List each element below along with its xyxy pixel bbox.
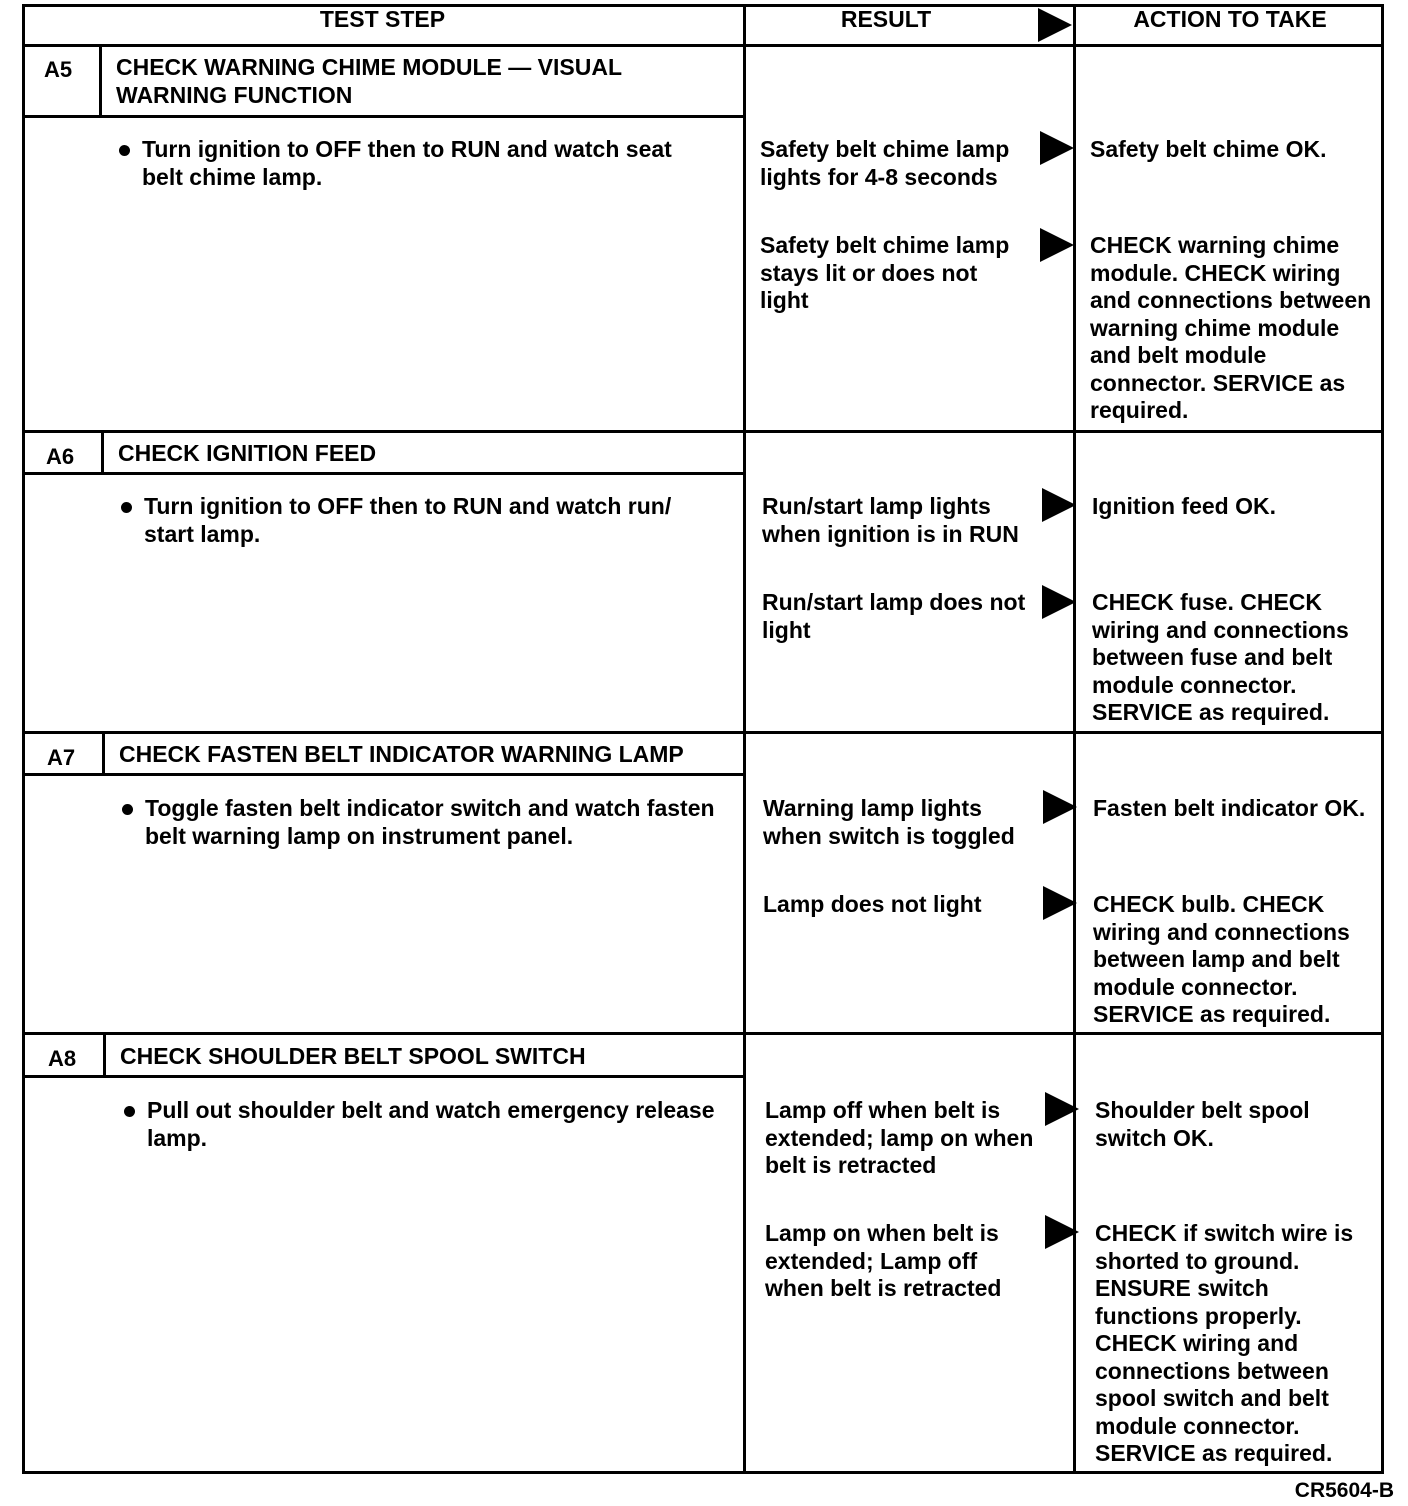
action-text: CHECK warning chime module. CHECK wiring and connections between warning chime module and belt module connector. SERVICE as required. bbox=[1090, 232, 1372, 423]
right-arrow-icon bbox=[1045, 1092, 1079, 1126]
step-instruction: Turn ignition to OFF then to RUN and watch run/ start lamp. bbox=[144, 493, 672, 547]
result-text: Warning lamp lights when switch is toggled bbox=[763, 795, 1015, 849]
header-action: ACTION TO TAKE bbox=[1133, 6, 1327, 32]
column-divider bbox=[1073, 4, 1076, 1474]
right-arrow-icon bbox=[1042, 488, 1076, 522]
step-title: CHECK WARNING CHIME MODULE — VISUAL WARNING FUNCTION bbox=[116, 54, 622, 108]
action-text: CHECK fuse. CHECK wiring and connections between fuse and belt module connector. SERVICE as required. bbox=[1092, 589, 1349, 725]
right-arrow-icon bbox=[1040, 228, 1074, 262]
action-text: CHECK bulb. CHECK wiring and connections between lamp and belt module connector. SERVICE as required. bbox=[1093, 891, 1350, 1027]
figure-code: CR5604-B bbox=[1294, 1479, 1394, 1502]
row-divider bbox=[22, 1032, 1384, 1035]
step-title-divider bbox=[22, 115, 744, 118]
bullet-icon bbox=[119, 145, 130, 156]
right-arrow-icon bbox=[1043, 886, 1077, 920]
bullet-icon bbox=[124, 1106, 135, 1117]
right-arrow-icon bbox=[1045, 1215, 1079, 1249]
step-instruction: Turn ignition to OFF then to RUN and watch seat belt chime lamp. bbox=[142, 136, 672, 190]
action-text: Ignition feed OK. bbox=[1092, 493, 1276, 519]
result-text: Lamp does not light bbox=[763, 891, 982, 917]
right-arrow-icon bbox=[1043, 790, 1077, 824]
row-divider bbox=[22, 731, 1384, 734]
bullet-icon bbox=[121, 502, 132, 513]
result-text: Run/start lamp does not light bbox=[762, 589, 1026, 643]
result-text: Safety belt chime lamp stays lit or does not light bbox=[760, 232, 1010, 313]
header-result: RESULT bbox=[840, 6, 932, 32]
step-id: A5 bbox=[44, 57, 73, 82]
action-text: Safety belt chime OK. bbox=[1090, 136, 1327, 162]
header-test-step: TEST STEP bbox=[319, 6, 446, 32]
step-title: CHECK IGNITION FEED bbox=[118, 440, 377, 466]
step-id-divider bbox=[102, 733, 105, 774]
step-id-divider bbox=[103, 1034, 106, 1076]
right-arrow-icon bbox=[1042, 585, 1076, 619]
step-title: CHECK FASTEN BELT INDICATOR WARNING LAMP bbox=[119, 741, 684, 767]
action-text: CHECK if switch wire is shorted to ground. ENSURE switch functions properly. CHECK wiring and connections between spool switch and belt module connector. SERVICE as required. bbox=[1095, 1220, 1354, 1466]
step-id: A6 bbox=[46, 444, 75, 469]
column-divider bbox=[743, 4, 746, 1474]
step-instruction: Pull out shoulder belt and watch emergency release lamp. bbox=[147, 1097, 715, 1151]
step-title-divider bbox=[22, 472, 744, 475]
result-text: Lamp off when belt is extended; lamp on when belt is retracted bbox=[765, 1097, 1034, 1178]
step-instruction: Toggle fasten belt indicator switch and watch fasten belt warning lamp on instrument panel. bbox=[145, 795, 715, 849]
action-text: Shoulder belt spool switch OK. bbox=[1095, 1097, 1310, 1151]
result-text: Safety belt chime lamp lights for 4-8 seconds bbox=[760, 136, 1010, 190]
action-text: Fasten belt indicator OK. bbox=[1093, 795, 1366, 821]
result-text: Run/start lamp lights when ignition is in RUN bbox=[762, 493, 1019, 547]
step-title-divider bbox=[22, 773, 744, 776]
step-id: A8 bbox=[48, 1046, 77, 1071]
result-text: Lamp on when belt is extended; Lamp off when belt is retracted bbox=[765, 1220, 1002, 1301]
step-title: CHECK SHOULDER BELT SPOOL SWITCH bbox=[120, 1043, 586, 1069]
right-arrow-icon bbox=[1040, 131, 1074, 165]
step-id: A7 bbox=[47, 745, 76, 770]
step-id-divider bbox=[99, 46, 102, 116]
step-id-divider bbox=[101, 432, 104, 473]
right-arrow-icon bbox=[1038, 8, 1072, 42]
step-title-divider bbox=[22, 1075, 744, 1078]
bullet-icon bbox=[122, 804, 133, 815]
header-divider bbox=[22, 44, 1384, 47]
row-divider bbox=[22, 430, 1384, 433]
